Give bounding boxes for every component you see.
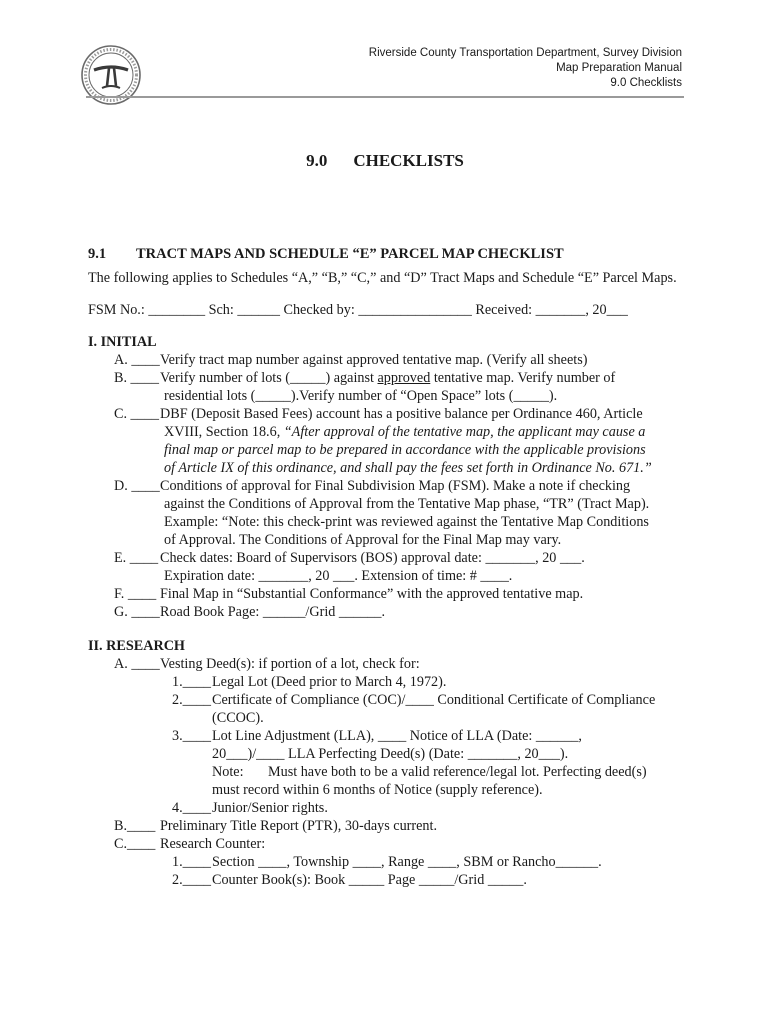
item-label: B.____: [114, 818, 156, 834]
ordinance-quote: final map or parcel map to be prepared in accordance with the applicable provisions: [164, 442, 646, 458]
note-label: Note:: [212, 764, 244, 780]
research-item-b: [88, 817, 682, 835]
research-counter-sub-2: [88, 871, 682, 889]
item-text-part: Verify number of lots (_____) against: [160, 370, 378, 386]
item-label: G. ____: [114, 604, 160, 620]
sub-item-text: Certificate of Compliance (COC)/____ Conditional Certificate of Compliance: [212, 692, 656, 708]
item-text: of Approval. The Conditions of Approval for the Final Map may vary.: [164, 532, 562, 548]
sub-item-text: Lot Line Adjustment (LLA), ____ Notice of LLA (Date: ______,: [212, 728, 582, 744]
item-label: A. ____: [114, 656, 160, 672]
header-agency: Riverside County Transportation Department, Survey Division: [368, 47, 682, 59]
research-heading: II. RESEARCH: [88, 638, 185, 654]
sub-item-label: 1.____: [172, 854, 212, 870]
item-text: Conditions of approval for Final Subdivision Map (FSM). Make a note if checking: [160, 478, 631, 494]
page-title: [0, 151, 770, 171]
checklist-item-d: [88, 477, 682, 549]
item-text: Preliminary Title Report (PTR), 30-days current.: [160, 818, 438, 834]
section-intro: The following applies to Schedules “A,” “B,” “C,” and “D” Tract Maps and Schedule “E” Parcel Maps.: [88, 270, 677, 286]
note-text: must record within 6 months of Notice (supply reference).: [212, 782, 543, 798]
sub-item-text: 20___)/____ LLA Perfecting Deed(s) (Date: _______, 20___).: [212, 746, 569, 762]
research-sub-item-3: [88, 727, 682, 763]
research-sub-item-4: [88, 799, 682, 817]
item-label: A. ____: [114, 352, 160, 368]
research-counter-sub-1: [88, 853, 682, 871]
header-divider: [86, 96, 684, 98]
header-chapter: 9.0 Checklists: [610, 77, 682, 89]
item-text: against the Conditions of Approval from the Tentative Map phase, “TR” (Tract Map).: [164, 496, 650, 512]
item-text: Expiration date: _______, 20 ___. Extension of time: # ____.: [164, 568, 513, 584]
checklist-item-a: [88, 351, 682, 369]
section-heading: [88, 245, 682, 263]
item-text: [164, 423, 682, 441]
section-title: TRACT MAPS AND SCHEDULE “E” PARCEL MAP CHECKLIST: [136, 246, 564, 262]
ordinance-quote: of Article IX of this ordinance, and shall pay the fees set forth in Ordinance No. 671.”: [164, 460, 652, 476]
checklist-item-e: [88, 549, 682, 585]
fsm-info-line: FSM No.: ________ Sch: ______ Checked by: ________________ Received: _______, 20___: [88, 302, 628, 318]
item-label: C.____: [114, 836, 156, 852]
header-manual: Map Preparation Manual: [556, 62, 682, 74]
sub-item-text: Legal Lot (Deed prior to March 4, 1972).: [212, 674, 447, 690]
research-note: [88, 763, 682, 799]
title-number: 9.0: [306, 151, 328, 170]
item-label: D. ____: [114, 478, 160, 494]
note-text: Must have both to be a valid reference/legal lot. Perfecting deed(s): [268, 764, 647, 780]
research-item-a: [88, 655, 682, 673]
item-text: residential lots (_____).Verify number of “Open Space” lots (_____).: [164, 388, 558, 404]
sub-item-text: (CCOC).: [212, 710, 264, 726]
item-text: Final Map in “Substantial Conformance” with the approved tentative map.: [160, 586, 584, 602]
research-sub-item-2: [88, 691, 682, 727]
section-number: 9.1: [88, 246, 107, 262]
research-item-c: [88, 835, 682, 853]
sub-item-text: Counter Book(s): Book _____ Page _____/Grid _____.: [212, 872, 527, 888]
item-text-underlined: approved: [377, 370, 431, 386]
item-label: F. ____: [114, 586, 157, 602]
item-text: Check dates: Board of Supervisors (BOS) approval date: _______, 20 ___.: [160, 550, 585, 566]
item-label: E. ____: [114, 550, 159, 566]
item-text: Research Counter:: [160, 836, 266, 852]
sub-item-label: 3.____: [172, 728, 212, 744]
sub-item-label: 4.____: [172, 800, 212, 816]
ordinance-quote: “After approval of the tentative map, the applicant may cause a: [283, 424, 646, 440]
item-text: Example: “Note: this check-print was reviewed against the Tentative Map Conditions: [164, 514, 649, 530]
item-text: Vesting Deed(s): if portion of a lot, check for:: [160, 656, 420, 672]
item-text: DBF (Deposit Based Fees) account has a positive balance per Ordinance 460, Article: [160, 406, 643, 422]
checklist-item-b: [88, 369, 682, 405]
document-header: [369, 46, 682, 91]
checklist-item-c: [88, 405, 682, 477]
sub-item-label: 2.____: [172, 692, 212, 708]
research-sub-item-1: [88, 673, 682, 691]
item-label: B. ____: [114, 370, 159, 386]
item-text-part: XVIII, Section 18.6,: [164, 424, 284, 440]
checklist-item-f: [88, 585, 682, 603]
sub-item-label: 1.____: [172, 674, 212, 690]
item-text-part: tentative map. Verify number of: [430, 370, 616, 386]
checklist-content: [88, 245, 682, 889]
sub-item-text: Section ____, Township ____, Range ____, SBM or Rancho______.: [212, 854, 602, 870]
item-text: [160, 369, 682, 387]
title-text: CHECKLISTS: [353, 151, 464, 170]
initial-heading: I. INITIAL: [88, 334, 157, 350]
item-text: Verify tract map number against approved tentative map. (Verify all sheets): [160, 352, 588, 368]
item-text: Road Book Page: ______/Grid ______.: [160, 604, 386, 620]
sub-item-text: Junior/Senior rights.: [212, 800, 328, 816]
sub-item-label: 2.____: [172, 872, 212, 888]
item-label: C. ____: [114, 406, 159, 422]
checklist-item-g: [88, 603, 682, 621]
